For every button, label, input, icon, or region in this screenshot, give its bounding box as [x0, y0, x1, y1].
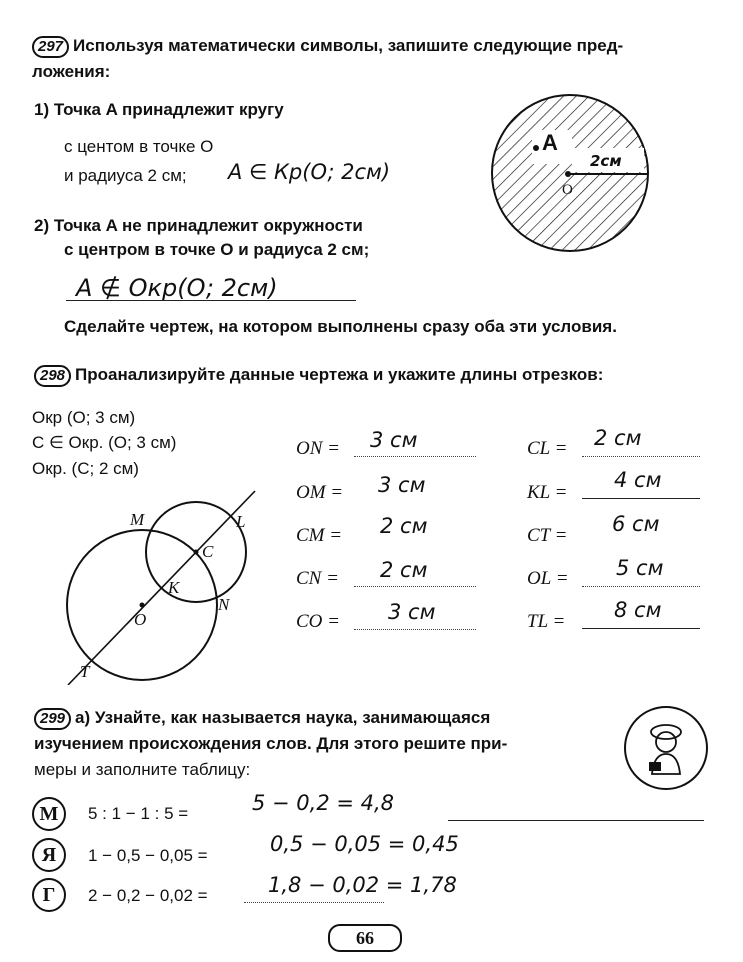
task-number-badge: 297: [32, 36, 69, 58]
page-number: 66: [328, 924, 402, 952]
task-297-item1-line1: 1) Точка A принадлежит кругу: [34, 100, 284, 119]
task-298-given2: C ∈ Окр. (O; 3 см): [32, 433, 177, 452]
answer-m: 5 − 0,2 = 4,8: [252, 791, 395, 815]
task-number-badge: 298: [34, 365, 71, 387]
label-c: C: [202, 542, 214, 561]
task-297-answer2: A ∉ Окр(O; 2см): [76, 274, 278, 302]
segment-answer-ol: 5 см: [616, 556, 664, 580]
segment-answer-co: 3 см: [388, 600, 436, 624]
task-297-intro-line1: Используя математически символы, запишите следующие пред-: [73, 36, 624, 55]
segment-label-cl: CL =: [527, 438, 568, 459]
segment-label-co: CO =: [296, 611, 340, 632]
task-299-intro-line1: а) Узнайте, как называется наука, занимающаяся: [75, 708, 491, 727]
mascot-book: [649, 762, 661, 771]
answer2-underline: [66, 300, 356, 301]
task-297-figure: [480, 90, 680, 270]
line-tl: [68, 491, 255, 685]
segment-answer-om: 3 см: [378, 473, 426, 497]
expression-m: 5 : 1 − 1 : 5 =: [88, 804, 189, 823]
task-299-intro: [34, 708, 490, 730]
label-o: O: [134, 610, 147, 629]
task-298-figure: [50, 485, 280, 685]
point-a-label: A: [542, 130, 558, 155]
segment-label-om: OM =: [296, 482, 344, 503]
task-298-given1: Окр (O; 3 см): [32, 408, 136, 427]
center-o-label: O: [562, 182, 573, 198]
label-k: K: [168, 578, 180, 597]
task-297-item1-line3: и радиуса 2 см;: [64, 166, 187, 185]
center-dot: [565, 171, 571, 177]
segment-line-tl: [582, 628, 700, 629]
segment-label-on: ON =: [296, 438, 340, 459]
segment-line-co: [354, 629, 476, 630]
radius-label: 2см: [590, 152, 622, 170]
task-number-badge: 299: [34, 708, 71, 730]
mascot-head: [656, 732, 676, 752]
task-297-answer1: A ∈ Кр(O; 2см): [228, 160, 391, 184]
segment-line-cn: [354, 586, 476, 587]
segment-line-kl: [582, 498, 700, 499]
task-298-given3: Окр. (C; 2 см): [32, 459, 139, 478]
point-a-dot: [533, 145, 539, 151]
task-297-intro-line2: ложения:: [32, 62, 111, 81]
segment-answer-cl: 2 см: [594, 426, 642, 450]
letter-circle-ya: Я: [32, 838, 66, 872]
label-t: T: [80, 662, 90, 681]
segment-label-ol: OL =: [527, 568, 569, 589]
task-297-item2-line2: с центром в точке O и радиуса 2 см;: [64, 240, 370, 259]
expression-ya: 1 − 0,5 − 0,05 =: [88, 846, 208, 865]
task-297-item1-line2: с центом в точке O: [64, 137, 214, 156]
segment-answer-cm: 2 см: [380, 514, 428, 538]
segment-line-on: [354, 456, 476, 457]
segment-label-kl: KL =: [527, 482, 568, 503]
segment-answer-kl: 4 см: [614, 468, 662, 492]
point-c-dot: [194, 550, 199, 555]
mascot-frame: [625, 707, 707, 789]
task-298-intro-text: Проанализируйте данные чертежа и укажите длины отрезков:: [75, 365, 604, 384]
task-297-instruction: Сделайте чертеж, на котором выполнены сразу оба эти условия.: [64, 317, 617, 336]
task-298-intro: [34, 365, 603, 387]
segment-label-tl: TL =: [527, 611, 566, 632]
task-297-item2-line1: 2) Точка A не принадлежит окружности: [34, 216, 363, 235]
label-n: N: [218, 595, 230, 614]
segment-answer-on: 3 см: [370, 428, 418, 452]
point-o-dot: [140, 603, 145, 608]
letter-circle-g: Г: [32, 878, 66, 912]
segment-label-cm: CM =: [296, 525, 343, 546]
segment-answer-cn: 2 см: [380, 558, 428, 582]
answer-line-m: [448, 820, 704, 821]
task-299-intro-line3: меры и заполните таблицу:: [34, 760, 251, 779]
segment-label-ct: CT =: [527, 525, 568, 546]
expression-g: 2 − 0,2 − 0,02 =: [88, 886, 208, 905]
label-m: M: [130, 510, 145, 529]
letter-circle-m: М: [32, 797, 66, 831]
answer-line-g: [244, 902, 384, 903]
mascot-illustration: [622, 704, 710, 792]
answer-ya: 0,5 − 0,05 = 0,45: [270, 832, 459, 856]
answer-g: 1,8 − 0,02 = 1,78: [268, 873, 457, 897]
task-297-intro: [32, 36, 623, 58]
segment-answer-ct: 6 см: [612, 512, 660, 536]
segment-label-cn: CN =: [296, 568, 339, 589]
segment-line-cl: [582, 456, 700, 457]
label-l: L: [236, 512, 246, 531]
segment-answer-tl: 8 см: [614, 598, 662, 622]
segment-line-ol: [582, 586, 700, 587]
task-299-intro-line2: изучением происхождения слов. Для этого решите при-: [34, 734, 508, 753]
